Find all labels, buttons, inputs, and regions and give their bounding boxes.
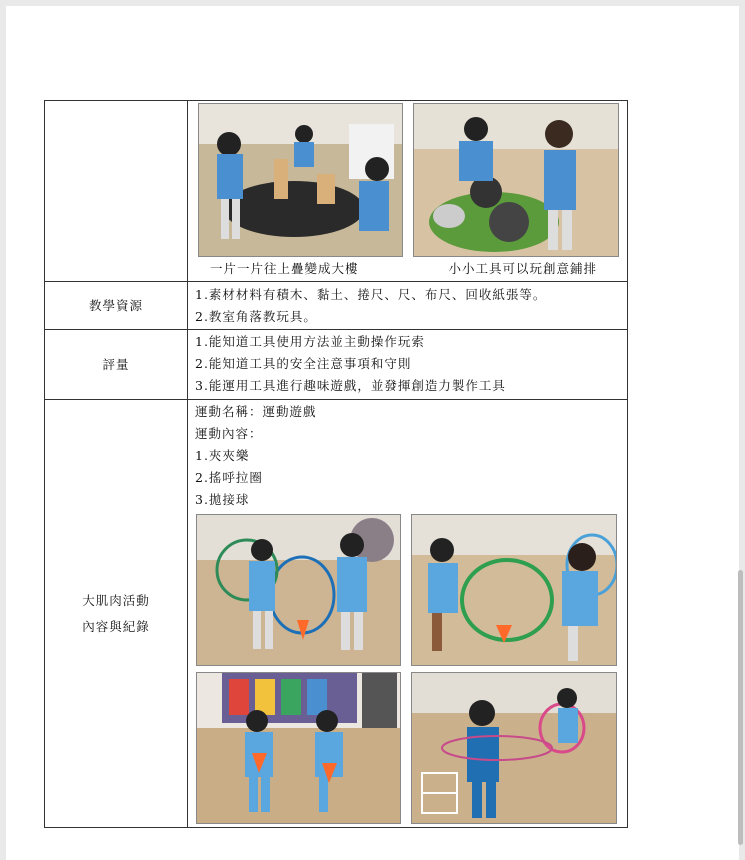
assessment-label: 評量 <box>45 330 188 400</box>
gross-motor-item-4: 2.搖呼拉圈 <box>195 470 263 485</box>
photo-cell <box>188 101 628 282</box>
assessment-item-2: 2.能知道工具的安全注意事項和守則 <box>195 356 412 371</box>
photo-row <box>45 101 628 282</box>
photo-hoop-1 <box>196 514 401 666</box>
gross-motor-row <box>45 400 628 828</box>
empty-label-cell <box>45 101 188 282</box>
assessment-cell <box>188 330 628 400</box>
gross-motor-label-line2: 內容與紀錄 <box>82 618 150 634</box>
assessment-item-3: 3.能運用工具進行趣味遊戲，並發揮創造力製作工具 <box>195 378 506 393</box>
assessment-row <box>45 330 628 400</box>
document-page <box>6 6 739 860</box>
photo-tools-arranging <box>413 103 619 257</box>
scrollbar[interactable] <box>738 570 743 845</box>
caption-2: 小小工具可以玩創意鋪排 <box>448 261 597 276</box>
gross-motor-item-3: 1.夾夾樂 <box>195 448 250 463</box>
resources-label: 教學資源 <box>45 282 188 330</box>
resources-item-2: 2.教室角落教玩具。 <box>195 309 317 324</box>
resources-cell <box>188 282 628 330</box>
photo-block-building <box>198 103 403 257</box>
gross-motor-label-line1: 大肌肉活動 <box>82 592 150 608</box>
assessment-item-1: 1.能知道工具使用方法並主動操作玩索 <box>195 334 425 349</box>
gross-motor-item-1: 運動名稱：運動遊戲 <box>195 404 317 419</box>
gross-motor-cell <box>188 400 628 828</box>
caption-1: 一片一片往上疊變成大樓 <box>210 261 359 276</box>
photo-hoop-3 <box>411 672 617 824</box>
photo-hoop-2 <box>411 514 617 666</box>
resources-item-1: 1.素材材料有積木、黏土、捲尺、尺、布尺、回收紙張等。 <box>195 287 547 302</box>
photo-cone-1 <box>196 672 401 824</box>
lesson-table <box>44 100 628 828</box>
resources-row <box>45 282 628 330</box>
gross-motor-item-2: 運動內容： <box>195 426 263 441</box>
gross-motor-item-5: 3.拋接球 <box>195 492 250 507</box>
gross-motor-label <box>45 400 188 828</box>
